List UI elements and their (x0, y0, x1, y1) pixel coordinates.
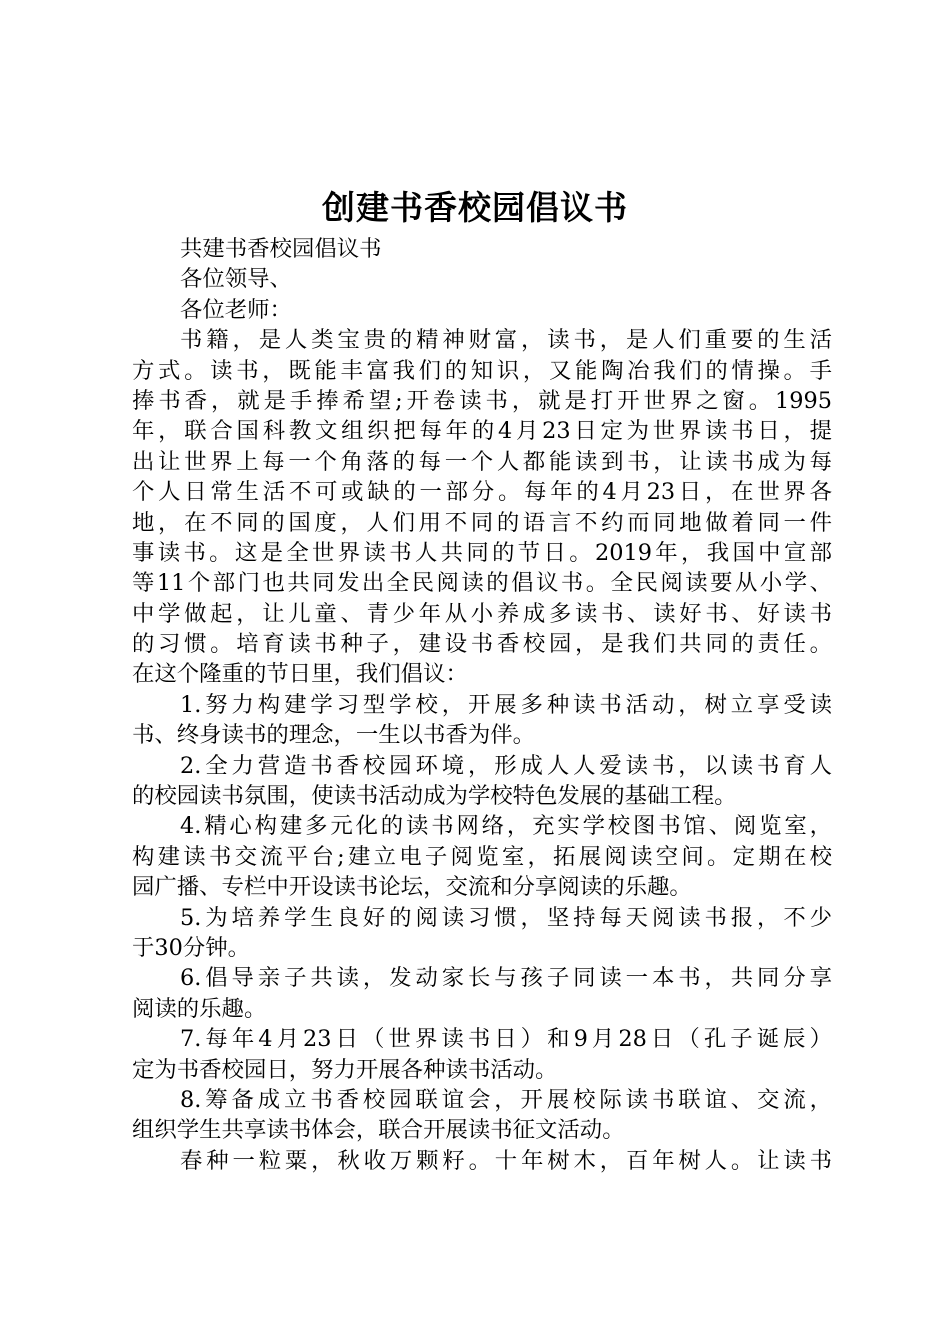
text-line: 4.精心构建多元化的读书网络，充实学校图书馆、阅览室， (180, 813, 832, 840)
text-line: 春种一粒粟，秋收万颗籽。十年树木，百年树人。让读书 (180, 1147, 832, 1174)
text-line: 1.努力构建学习型学校，开展多种读书活动，树立享受读 (180, 691, 832, 718)
text-line: 出让世界上每一个角落的每一个人都能读到书，让读书成为每 (132, 448, 832, 475)
text-line: 6.倡导亲子共读，发动家长与孩子同读一本书，共同分享 (180, 965, 832, 992)
text-line: 组织学生共享读书体会，联合开展读书征文活动。 (132, 1117, 625, 1144)
text-line: 的校园读书氛围，使读书活动成为学校特色发展的基础工程。 (132, 783, 737, 810)
text-line: 各位领导、 (180, 266, 292, 293)
text-line: 方式。读书，既能丰富我们的知识，又能陶冶我们的情操。手 (132, 357, 832, 384)
text-line: 书、终身读书的理念，一生以书香为伴。 (132, 722, 536, 749)
text-line: 各位老师： (180, 296, 292, 323)
text-line: 7.每年4月23日（世界读书日）和9月28日（孔子诞辰） (180, 1026, 832, 1053)
text-line: 构建读书交流平台;建立电子阅览室，拓展阅读空间。定期在校 (132, 843, 832, 870)
text-line: 中学做起，让儿童、青少年从小养成多读书、读好书、好读书 (132, 600, 832, 627)
text-line: 8.筹备成立书香校园联谊会，开展校际读书联谊、交流， (180, 1086, 832, 1113)
text-line: 书籍，是人类宝贵的精神财富，读书，是人们重要的生活 (180, 327, 832, 354)
text-line: 的习惯。培育读书种子，建设书香校园，是我们共同的责任。 (132, 631, 832, 658)
text-line: 个人日常生活不可或缺的一部分。每年的4月23日，在世界各 (132, 479, 832, 506)
document-body (132, 234, 832, 1176)
text-line: 等11个部门也共同发出全民阅读的倡议书。全民阅读要从小学、 (132, 570, 832, 597)
text-line: 共建书香校园倡议书 (180, 236, 382, 262)
text-line: 园广播、专栏中开设读书论坛，交流和分享阅读的乐趣。 (132, 874, 692, 901)
text-line: 阅读的乐趣。 (132, 995, 267, 1022)
text-line: 地，在不同的国度，人们用不同的语言不约而同地做着同一件 (132, 509, 832, 536)
text-line: 5.为培养学生良好的阅读习惯，坚持每天阅读书报，不少 (180, 904, 832, 931)
document-title: 创建书香校园倡议书 (322, 188, 628, 227)
text-line: 在这个隆重的节日里，我们倡议： (132, 661, 468, 688)
text-line: 事读书。这是全世界读书人共同的节日。2019年，我国中宣部 (132, 539, 832, 566)
text-line: 2.全力营造书香校园环境，形成人人爱读书，以读书育人 (180, 752, 832, 779)
text-line: 定为书香校园日，努力开展各种读书活动。 (132, 1056, 558, 1083)
text-line: 年，联合国科教文组织把每年的4月23日定为世界读书日，提 (132, 418, 832, 445)
text-line: 捧书香，就是手捧希望;开卷读书，就是打开世界之窗。1995 (132, 387, 832, 414)
text-line: 于30分钟。 (132, 934, 251, 961)
